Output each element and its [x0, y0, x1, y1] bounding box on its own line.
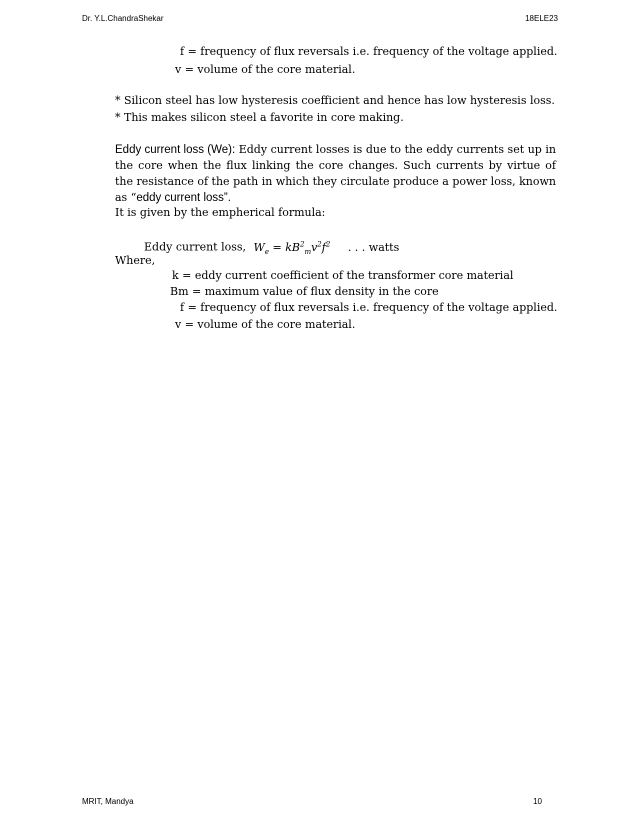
header-author: Dr. Y.L.ChandraShekar	[82, 14, 164, 23]
footer-page-number: 10	[533, 797, 542, 806]
note-hysteresis-coefficient: * Silicon steel has low hysteresis coefficient and hence has low hysteresis loss.	[115, 94, 555, 107]
formula-label: Eddy current loss,	[144, 240, 247, 254]
note-silicon-steel: * This makes silicon steel a favorite in core making.	[115, 111, 404, 124]
definition-bm: Bm = maximum value of flux density in the core	[170, 285, 439, 298]
eddy-current-body: Eddy current losses is due to the eddy currents set up in the core when the flux linking the core changes. Such currents by virtue of the resistance of the path in which they circulate produce a power loss, known as “	[115, 143, 556, 204]
eddy-formula: $W_e = kB^2_mv^2f^2$	[253, 240, 331, 256]
definition-v: v = volume of the core material.	[175, 318, 356, 331]
footer-institution: MRIT, Mandya	[82, 797, 134, 806]
where-label: Where,	[115, 254, 156, 267]
eddy-current-paragraph	[115, 142, 556, 206]
definition-k: k = eddy current coefficient of the transformer core material	[172, 269, 514, 282]
definition-f-top: f = frequency of flux reversals i.e. frequency of the voltage applied.	[180, 45, 558, 58]
header-course-code: 18ELE23	[525, 14, 558, 23]
definition-f: f = frequency of flux reversals i.e. frequency of the voltage applied.	[180, 301, 558, 314]
eddy-current-term: eddy current loss”.	[136, 192, 231, 204]
eddy-current-heading: Eddy current loss (We):	[115, 144, 236, 156]
formula-line	[144, 237, 399, 259]
formula-units: . . . watts	[347, 240, 400, 254]
definition-v-top: v = volume of the core material.	[175, 63, 356, 76]
formula-intro: It is given by the empherical formula:	[115, 206, 326, 219]
